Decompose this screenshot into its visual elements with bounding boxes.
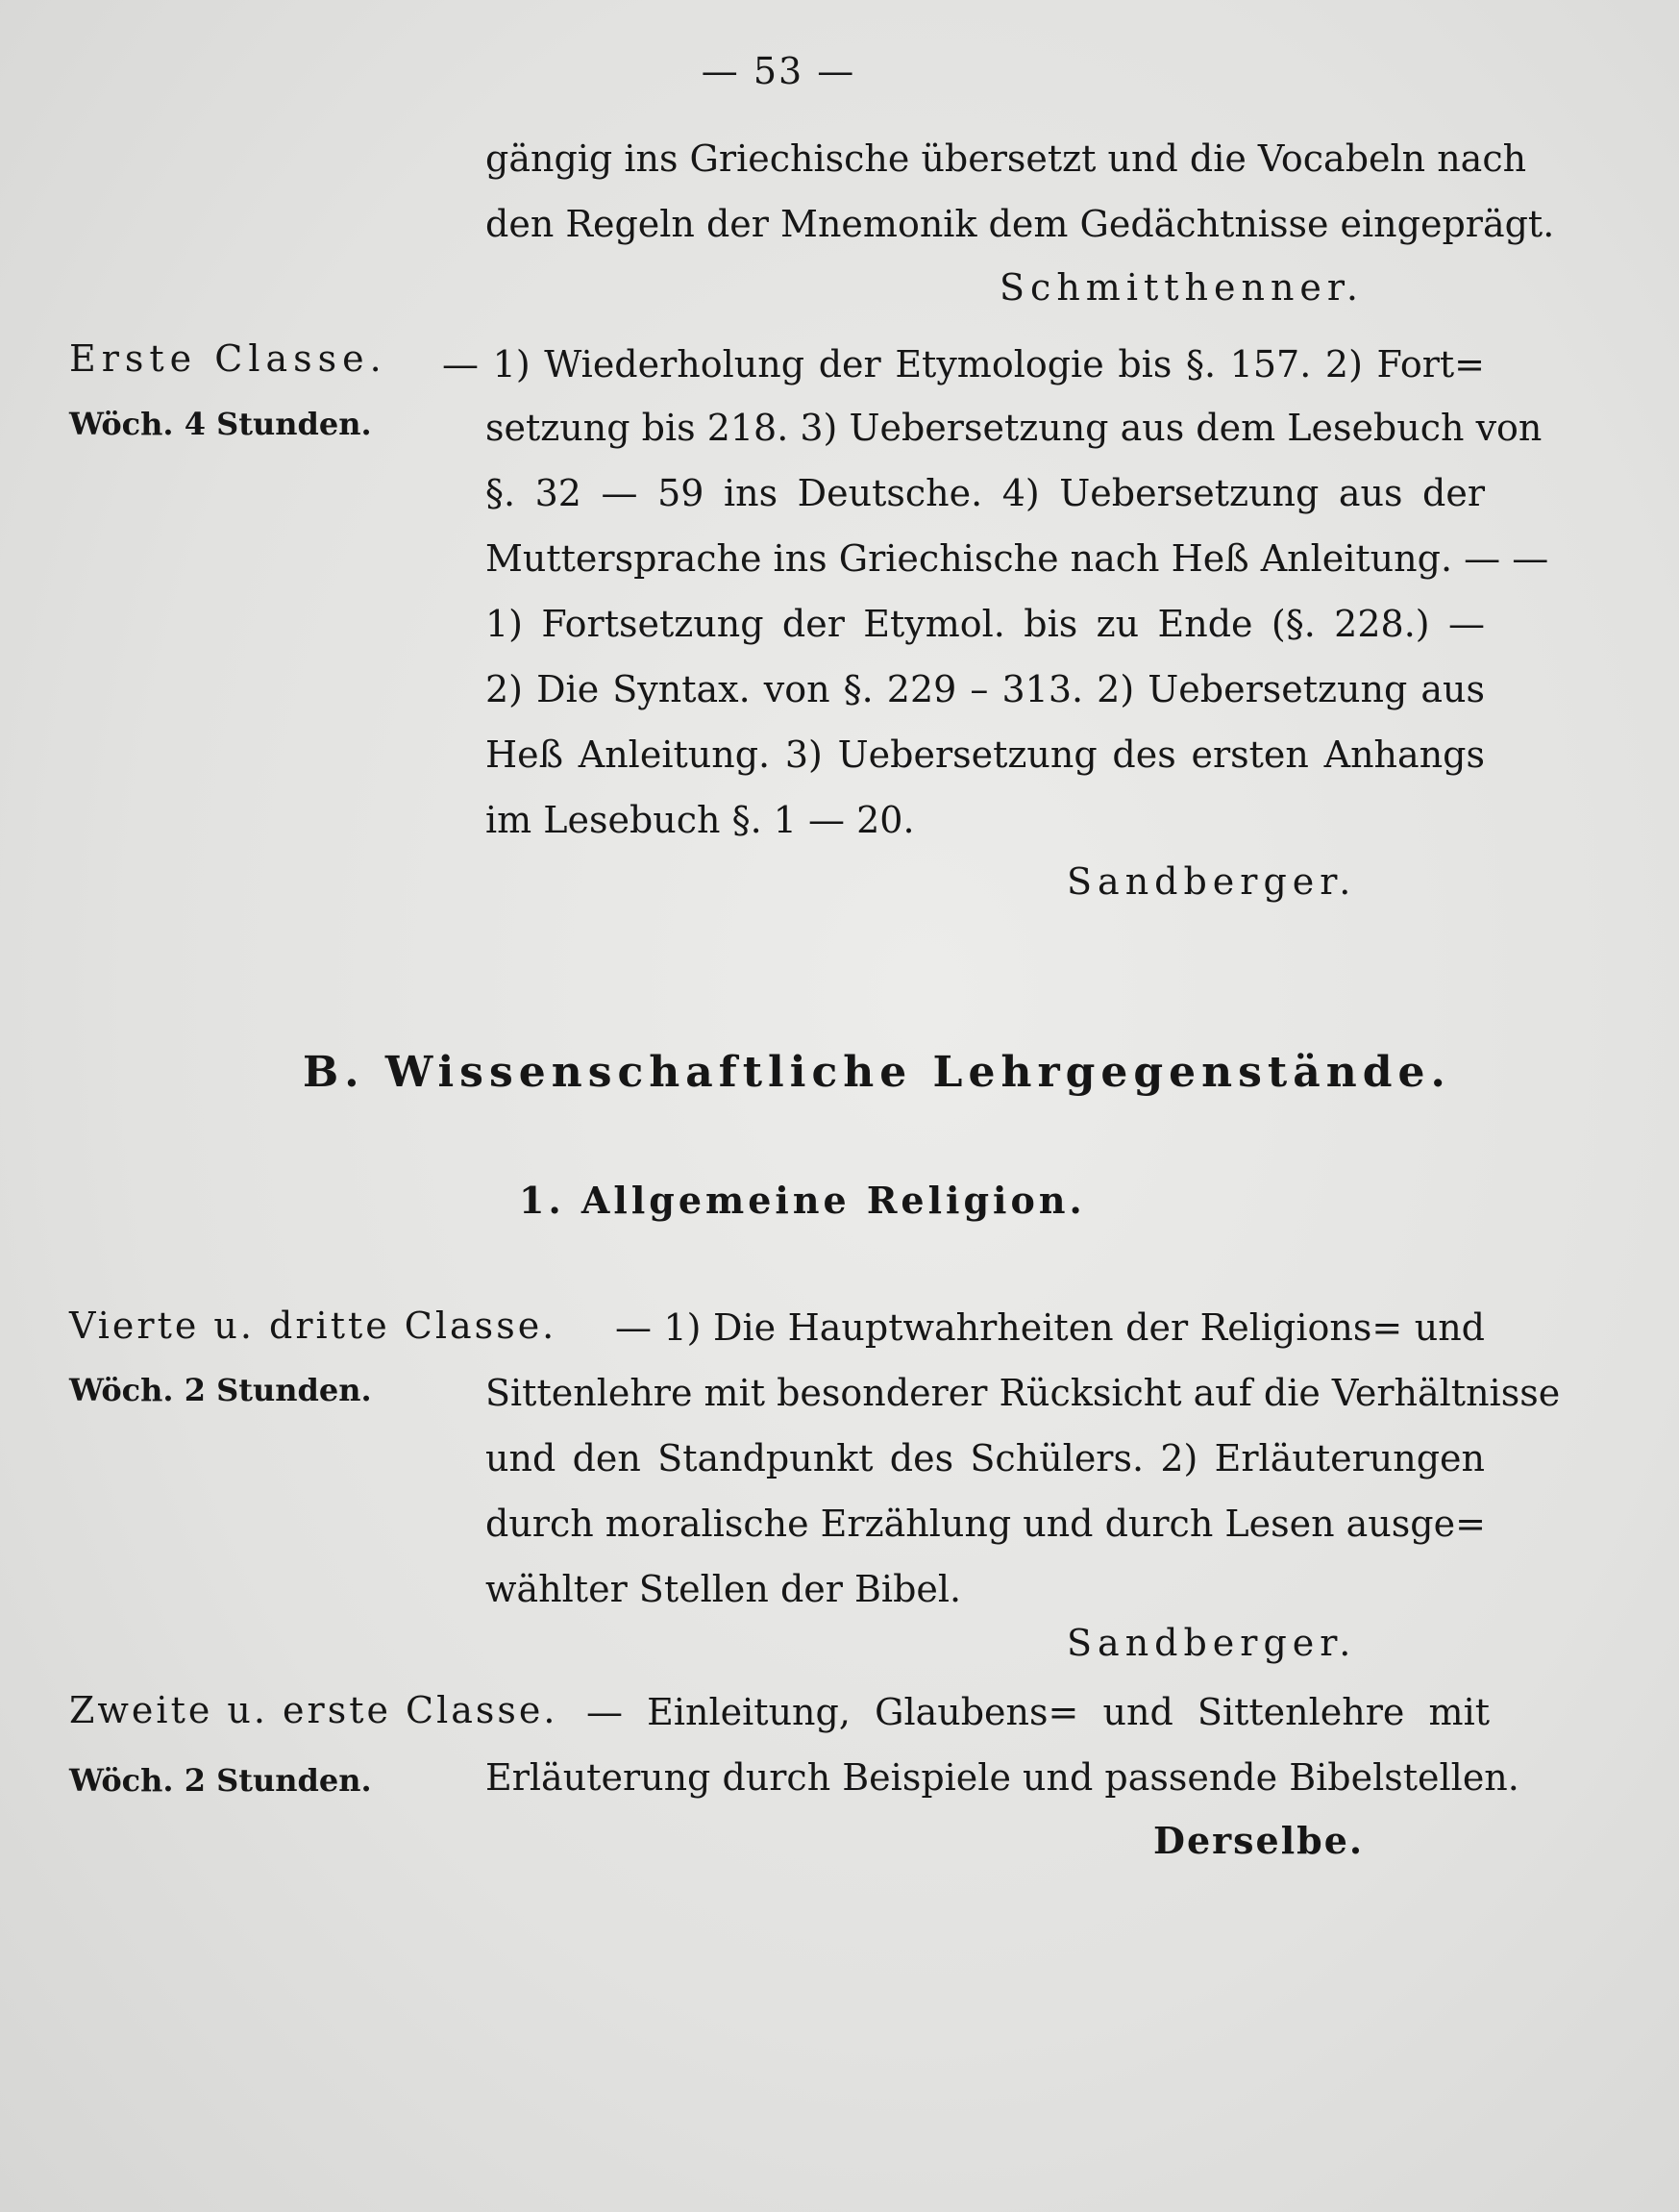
zweite-classe-hours: Wöch. 2 Stunden. [69,1762,372,1799]
erste-classe-line-6: 2) Die Syntax. von §. 229 – 313. 2) Uebersetzung aus [485,668,1485,710]
erste-classe-hours: Wöch. 4 Stunden. [69,406,372,442]
signature-sandberger-1: Sandberger. [1067,860,1357,903]
erste-classe-line-8: im Lesebuch §. 1 — 20. [485,799,915,841]
vierte-classe-line-2: Sittenlehre mit besonderer Rücksicht auf die Verhältnisse [485,1372,1561,1414]
zweite-classe-line-1: — Einleitung, Glaubens= und Sittenlehre mit [586,1691,1490,1733]
vierte-classe-line-1: — 1) Die Hauptwahrheiten der Religions= und [615,1306,1485,1349]
section-b-heading: B. Wissenschaftliche Lehrgegenstände. [303,1048,1451,1097]
erste-classe-line-7: Heß Anleitung. 3) Uebersetzung des ersten Anhangs [485,733,1485,776]
erste-classe-line-4: Muttersprache ins Griechische nach Heß Anleitung. — — [485,537,1549,580]
erste-classe-label: Erste Classe. [69,337,387,380]
signature-schmitthenner: Schmitthenner. [1000,266,1364,309]
erste-classe-line-5: 1) Fortsetzung der Etymol. bis zu Ende (§. 228.) — [485,603,1485,645]
signature-sandberger-2: Sandberger. [1067,1622,1357,1664]
vierte-classe-label: Vierte u. dritte Classe. [69,1305,557,1347]
page-number: — 53 — [701,50,856,92]
erste-classe-line-1: — 1) Wiederholung der Etymologie bis §. 157. 2) Fort= [442,343,1485,385]
zweite-classe-label: Zweite u. erste Classe. [69,1689,558,1731]
erste-classe-line-2: setzung bis 218. 3) Uebersetzung aus dem Lesebuch von [485,407,1543,449]
intro-line-2: den Regeln der Mnemonik dem Gedächtnisse eingeprägt. [485,203,1555,245]
vierte-classe-line-5: wählter Stellen der Bibel. [485,1568,962,1610]
vierte-classe-line-4: durch moralische Erzählung und durch Lesen ausge= [485,1503,1486,1545]
erste-classe-line-3: §. 32 — 59 ins Deutsche. 4) Uebersetzung aus der [485,472,1485,514]
vierte-classe-hours: Wöch. 2 Stunden. [69,1372,372,1408]
signature-derselbe: Derselbe. [1153,1819,1365,1862]
vierte-classe-line-3: und den Standpunkt des Schülers. 2) Erläuterungen [485,1437,1485,1479]
intro-line-1: gängig ins Griechische übersetzt und die Vocabeln nach [485,137,1527,180]
section-b-subheading: 1. Allgemeine Religion. [519,1179,1086,1222]
zweite-classe-line-2: Erläuterung durch Beispiele und passende Bibelstellen. [485,1756,1519,1799]
